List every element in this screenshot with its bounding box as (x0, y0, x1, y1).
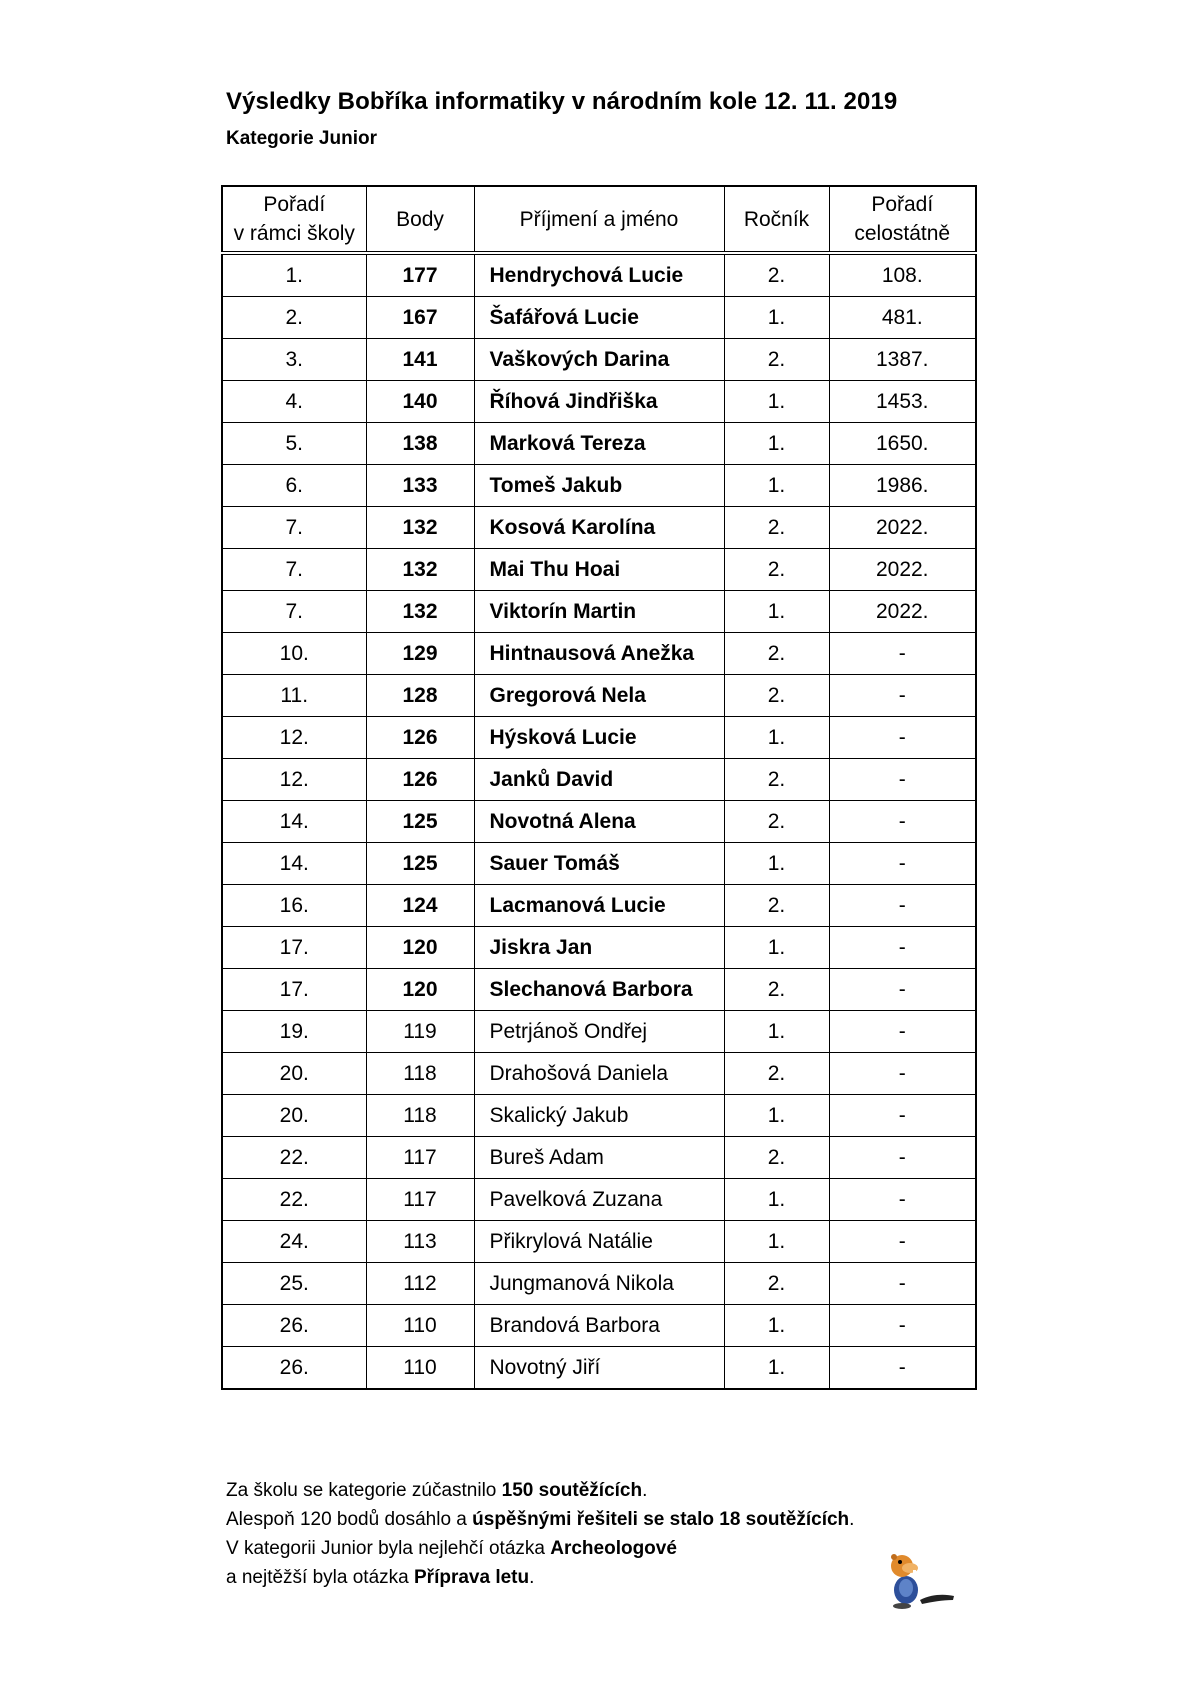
table-row (222, 423, 976, 465)
table-row (222, 717, 976, 759)
name-cell: Přikrylová Natálie (474, 1221, 724, 1263)
national-rank-cell: 2022. (829, 591, 976, 633)
name-cell: Tomeš Jakub (474, 465, 724, 507)
points-cell: 126 (366, 717, 474, 759)
rank-cell: 7. (222, 549, 366, 591)
table-row (222, 1221, 976, 1263)
name-cell: Jungmanová Nikola (474, 1263, 724, 1305)
rank-cell: 4. (222, 381, 366, 423)
grade-cell: 2. (724, 1053, 829, 1095)
grade-cell: 2. (724, 885, 829, 927)
header-name: Příjmení a jméno (474, 186, 724, 253)
table-row (222, 297, 976, 339)
national-rank-cell: - (829, 759, 976, 801)
summary-line-participants: Za školu se kategorie zúčastnilo 150 soutěžících. (226, 1480, 648, 1501)
name-cell: Lacmanová Lucie (474, 885, 724, 927)
national-rank-cell: - (829, 1179, 976, 1221)
table-row (222, 969, 976, 1011)
national-rank-cell: - (829, 843, 976, 885)
national-rank-cell: 2022. (829, 507, 976, 549)
national-rank-cell: - (829, 1305, 976, 1347)
national-rank-cell: 1650. (829, 423, 976, 465)
grade-cell: 1. (724, 1095, 829, 1137)
grade-cell: 1. (724, 465, 829, 507)
table-row (222, 1095, 976, 1137)
national-rank-cell: - (829, 927, 976, 969)
grade-cell: 2. (724, 801, 829, 843)
page-title: Výsledky Bobříka informatiky v národním kole 12. 11. 2019 (226, 88, 898, 115)
national-rank-cell: - (829, 1347, 976, 1390)
grade-cell: 1. (724, 297, 829, 339)
points-cell: 125 (366, 843, 474, 885)
points-cell: 133 (366, 465, 474, 507)
name-cell: Petrjánoš Ondřej (474, 1011, 724, 1053)
grade-cell: 1. (724, 1305, 829, 1347)
table-row (222, 759, 976, 801)
rank-cell: 20. (222, 1053, 366, 1095)
rank-cell: 10. (222, 633, 366, 675)
points-cell: 177 (366, 253, 474, 297)
name-cell: Skalický Jakub (474, 1095, 724, 1137)
table-row (222, 465, 976, 507)
national-rank-cell: 2022. (829, 549, 976, 591)
points-cell: 118 (366, 1053, 474, 1095)
table-row (222, 1263, 976, 1305)
national-rank-cell: 481. (829, 297, 976, 339)
national-rank-cell: 1986. (829, 465, 976, 507)
points-cell: 167 (366, 297, 474, 339)
table-row (222, 633, 976, 675)
name-cell: Šafářová Lucie (474, 297, 724, 339)
points-cell: 113 (366, 1221, 474, 1263)
name-cell: Slechanová Barbora (474, 969, 724, 1011)
table-row (222, 591, 976, 633)
name-cell: Janků David (474, 759, 724, 801)
rank-cell: 1. (222, 253, 366, 297)
points-cell: 117 (366, 1137, 474, 1179)
rank-cell: 12. (222, 717, 366, 759)
name-cell: Bureš Adam (474, 1137, 724, 1179)
page-subtitle: Kategorie Junior (226, 128, 377, 149)
grade-cell: 2. (724, 675, 829, 717)
national-rank-cell: - (829, 717, 976, 759)
grade-cell: 2. (724, 633, 829, 675)
points-cell: 110 (366, 1305, 474, 1347)
points-cell: 138 (366, 423, 474, 465)
rank-cell: 12. (222, 759, 366, 801)
name-cell: Pavelková Zuzana (474, 1179, 724, 1221)
rank-cell: 7. (222, 591, 366, 633)
name-cell: Jiskra Jan (474, 927, 724, 969)
table-row (222, 507, 976, 549)
table-row (222, 1179, 976, 1221)
points-cell: 119 (366, 1011, 474, 1053)
points-cell: 132 (366, 507, 474, 549)
name-cell: Kosová Karolína (474, 507, 724, 549)
name-cell: Mai Thu Hoai (474, 549, 724, 591)
rank-cell: 14. (222, 843, 366, 885)
points-cell: 129 (366, 633, 474, 675)
national-rank-cell: - (829, 969, 976, 1011)
name-cell: Viktorín Martin (474, 591, 724, 633)
national-rank-cell: - (829, 1053, 976, 1095)
rank-cell: 16. (222, 885, 366, 927)
grade-cell: 2. (724, 1263, 829, 1305)
grade-cell: 2. (724, 759, 829, 801)
rank-cell: 5. (222, 423, 366, 465)
grade-cell: 2. (724, 1137, 829, 1179)
points-cell: 128 (366, 675, 474, 717)
name-cell: Hendrychová Lucie (474, 253, 724, 297)
name-cell: Marková Tereza (474, 423, 724, 465)
summary-line-hardest: a nejtěžší byla otázka Příprava letu. (226, 1567, 535, 1588)
national-rank-cell: 108. (829, 253, 976, 297)
table-row (222, 381, 976, 423)
points-cell: 120 (366, 927, 474, 969)
grade-cell: 1. (724, 927, 829, 969)
header-grade: Ročník (724, 186, 829, 253)
national-rank-cell: - (829, 1095, 976, 1137)
points-cell: 132 (366, 549, 474, 591)
beaver-mascot-icon (880, 1548, 956, 1610)
name-cell: Brandová Barbora (474, 1305, 724, 1347)
rank-cell: 22. (222, 1179, 366, 1221)
rank-cell: 25. (222, 1263, 366, 1305)
rank-cell: 17. (222, 927, 366, 969)
header-rank: Pořadí v rámci školy (222, 186, 366, 253)
name-cell: Novotná Alena (474, 801, 724, 843)
national-rank-cell: 1453. (829, 381, 976, 423)
results-table (221, 185, 977, 1390)
name-cell: Novotný Jiří (474, 1347, 724, 1390)
name-cell: Říhová Jindřiška (474, 381, 724, 423)
name-cell: Sauer Tomáš (474, 843, 724, 885)
grade-cell: 2. (724, 253, 829, 297)
national-rank-cell: - (829, 1011, 976, 1053)
table-row (222, 1305, 976, 1347)
points-cell: 140 (366, 381, 474, 423)
rank-cell: 17. (222, 969, 366, 1011)
summary-line-easiest: V kategorii Junior byla nejlehčí otázka Archeologové (226, 1538, 677, 1559)
points-cell: 120 (366, 969, 474, 1011)
grade-cell: 1. (724, 843, 829, 885)
grade-cell: 2. (724, 549, 829, 591)
grade-cell: 1. (724, 1347, 829, 1390)
points-cell: 110 (366, 1347, 474, 1390)
rank-cell: 11. (222, 675, 366, 717)
grade-cell: 1. (724, 591, 829, 633)
rank-cell: 14. (222, 801, 366, 843)
rank-cell: 22. (222, 1137, 366, 1179)
header-points: Body (366, 186, 474, 253)
points-cell: 118 (366, 1095, 474, 1137)
points-cell: 117 (366, 1179, 474, 1221)
national-rank-cell: - (829, 1221, 976, 1263)
rank-cell: 24. (222, 1221, 366, 1263)
grade-cell: 1. (724, 1011, 829, 1053)
grade-cell: 2. (724, 339, 829, 381)
national-rank-cell: - (829, 1263, 976, 1305)
rank-cell: 26. (222, 1305, 366, 1347)
table-body (222, 253, 976, 1389)
summary-line-success: Alespoň 120 bodů dosáhlo a úspěšnými řešiteli se stalo 18 soutěžících. (226, 1509, 855, 1530)
national-rank-cell: - (829, 675, 976, 717)
points-cell: 125 (366, 801, 474, 843)
table-row (222, 801, 976, 843)
table-row (222, 927, 976, 969)
grade-cell: 1. (724, 717, 829, 759)
name-cell: Gregorová Nela (474, 675, 724, 717)
table-header-row (222, 186, 976, 253)
header-national: Pořadí celostátně (829, 186, 976, 253)
table-row (222, 1137, 976, 1179)
points-cell: 126 (366, 759, 474, 801)
national-rank-cell: 1387. (829, 339, 976, 381)
rank-cell: 2. (222, 297, 366, 339)
table-row (222, 1011, 976, 1053)
name-cell: Vaškových Darina (474, 339, 724, 381)
national-rank-cell: - (829, 1137, 976, 1179)
grade-cell: 2. (724, 507, 829, 549)
table-row (222, 1347, 976, 1390)
table-row (222, 1053, 976, 1095)
table-row (222, 675, 976, 717)
points-cell: 132 (366, 591, 474, 633)
grade-cell: 1. (724, 1179, 829, 1221)
grade-cell: 1. (724, 381, 829, 423)
rank-cell: 26. (222, 1347, 366, 1390)
national-rank-cell: - (829, 633, 976, 675)
table-row (222, 843, 976, 885)
points-cell: 141 (366, 339, 474, 381)
national-rank-cell: - (829, 885, 976, 927)
rank-cell: 7. (222, 507, 366, 549)
points-cell: 124 (366, 885, 474, 927)
points-cell: 112 (366, 1263, 474, 1305)
table-row (222, 885, 976, 927)
name-cell: Hýsková Lucie (474, 717, 724, 759)
national-rank-cell: - (829, 801, 976, 843)
rank-cell: 20. (222, 1095, 366, 1137)
rank-cell: 19. (222, 1011, 366, 1053)
rank-cell: 3. (222, 339, 366, 381)
table-row (222, 253, 976, 297)
name-cell: Drahošová Daniela (474, 1053, 724, 1095)
grade-cell: 1. (724, 423, 829, 465)
grade-cell: 1. (724, 1221, 829, 1263)
grade-cell: 2. (724, 969, 829, 1011)
summary-footer (226, 1476, 854, 1592)
table-row (222, 549, 976, 591)
table-row (222, 339, 976, 381)
name-cell: Hintnausová Anežka (474, 633, 724, 675)
rank-cell: 6. (222, 465, 366, 507)
